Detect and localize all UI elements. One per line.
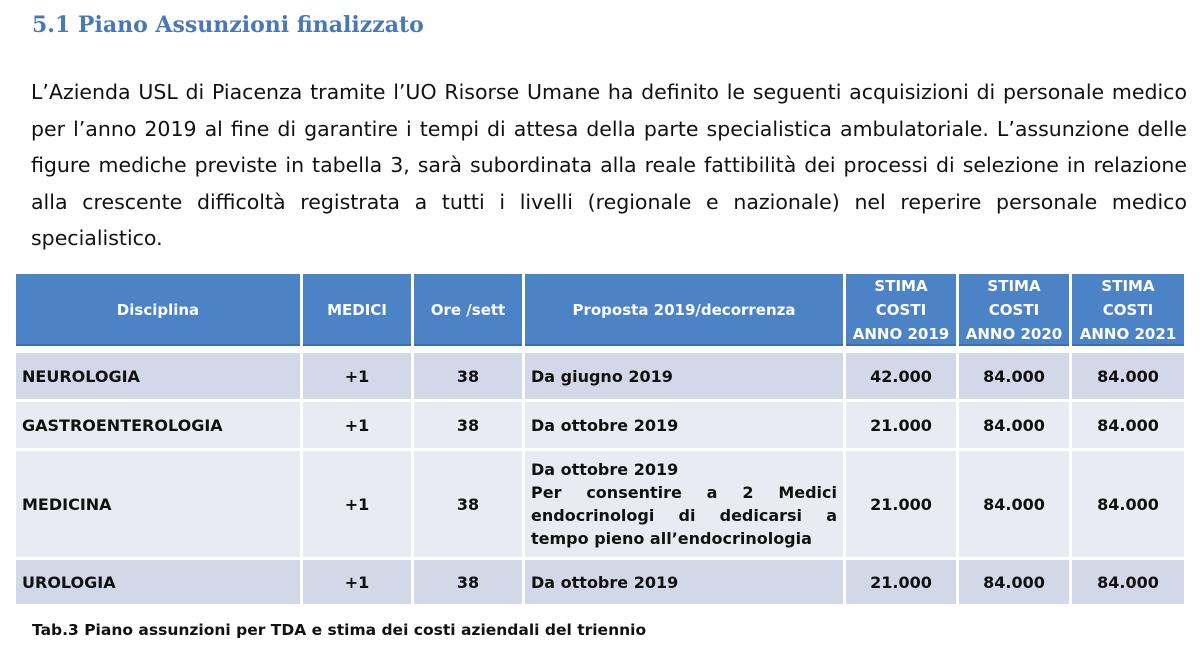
cell-medici: +1 [303, 353, 411, 399]
header-costi-2021 [1072, 274, 1184, 350]
cell-costo-2019: 21.000 [846, 451, 956, 557]
cell-ore: 38 [414, 560, 522, 604]
header-costi-2020 [959, 274, 1069, 350]
cell-proposta-note: Per consentire a 2 Medici endocrinologi di dedicarsi a tempo pieno all’endocrinologia [531, 483, 837, 548]
cell-proposta-date: Da giugno 2019 [531, 366, 673, 386]
cell-costo-2019: 42.000 [846, 353, 956, 399]
cell-costo-2019: 21.000 [846, 402, 956, 448]
header-costi-2019-line2: ANNO 2019 [852, 325, 950, 343]
cell-costo-2020: 84.000 [959, 402, 1069, 448]
cell-costo-2021: 84.000 [1072, 353, 1184, 399]
cell-disciplina: UROLOGIA [16, 560, 300, 604]
header-costi-2019-line1: STIMA COSTI [874, 277, 928, 319]
cell-ore: 38 [414, 353, 522, 399]
cell-disciplina: NEUROLOGIA [16, 353, 300, 399]
section-heading: 5.1 Piano Assunzioni finalizzato [32, 12, 424, 38]
header-disciplina: Disciplina [16, 274, 300, 350]
cell-proposta-date: Da ottobre 2019 [531, 460, 679, 479]
cell-costo-2020: 84.000 [959, 560, 1069, 604]
header-costi-2020-line1: STIMA COSTI [987, 277, 1041, 319]
header-proposta: Proposta 2019/decorrenza [525, 274, 843, 350]
header-costi-2020-line2: ANNO 2020 [965, 325, 1063, 343]
intro-paragraph: L’Azienda USL di Piacenza tramite l’UO Risorse Umane ha definito le seguenti acquisizioni di personale medico per l’anno 2019 al fine di garantire i tempi di attesa della parte specialistica ambulatoriale. L’assunzione delle figure mediche previste in tabella 3, sarà subordinata alla reale fattibilità dei processi di selezione in relazione alla crescente difficoltà registrata a tutti i livelli (regionale e nazionale) nel reperire personale medico specialistico. [31, 80, 1187, 250]
cell-ore: 38 [414, 402, 522, 448]
cell-costo-2019: 21.000 [846, 560, 956, 604]
cell-medici: +1 [303, 402, 411, 448]
cell-proposta [525, 353, 843, 399]
table-header-row [16, 274, 1184, 350]
cell-medici: +1 [303, 560, 411, 604]
header-costi-2021-line2: ANNO 2021 [1079, 325, 1177, 343]
cell-proposta-date: Da ottobre 2019 [531, 415, 679, 435]
header-medici: MEDICI [303, 274, 411, 350]
table-row [16, 353, 1184, 399]
cell-ore: 38 [414, 451, 522, 557]
table-row [16, 451, 1184, 557]
header-ore: Ore /sett [414, 274, 522, 350]
cell-costo-2021: 84.000 [1072, 560, 1184, 604]
cell-proposta [525, 560, 843, 604]
cell-proposta [525, 402, 843, 448]
cell-costo-2020: 84.000 [959, 353, 1069, 399]
cell-costo-2021: 84.000 [1072, 402, 1184, 448]
table-row [16, 402, 1184, 448]
cell-disciplina: MEDICINA [16, 451, 300, 557]
header-costi-2019 [846, 274, 956, 350]
cell-costo-2021: 84.000 [1072, 451, 1184, 557]
cell-medici: +1 [303, 451, 411, 557]
header-costi-2021-line1: STIMA COSTI [1101, 277, 1155, 319]
table-row [16, 560, 1184, 604]
cell-proposta-date: Da ottobre 2019 [531, 572, 679, 592]
hiring-plan-table [13, 271, 1187, 607]
cell-costo-2020: 84.000 [959, 451, 1069, 557]
cell-proposta [525, 451, 843, 557]
table-caption: Tab.3 Piano assunzioni per TDA e stima dei costi aziendali del triennio [32, 621, 647, 639]
cell-disciplina: GASTROENTEROLOGIA [16, 402, 300, 448]
